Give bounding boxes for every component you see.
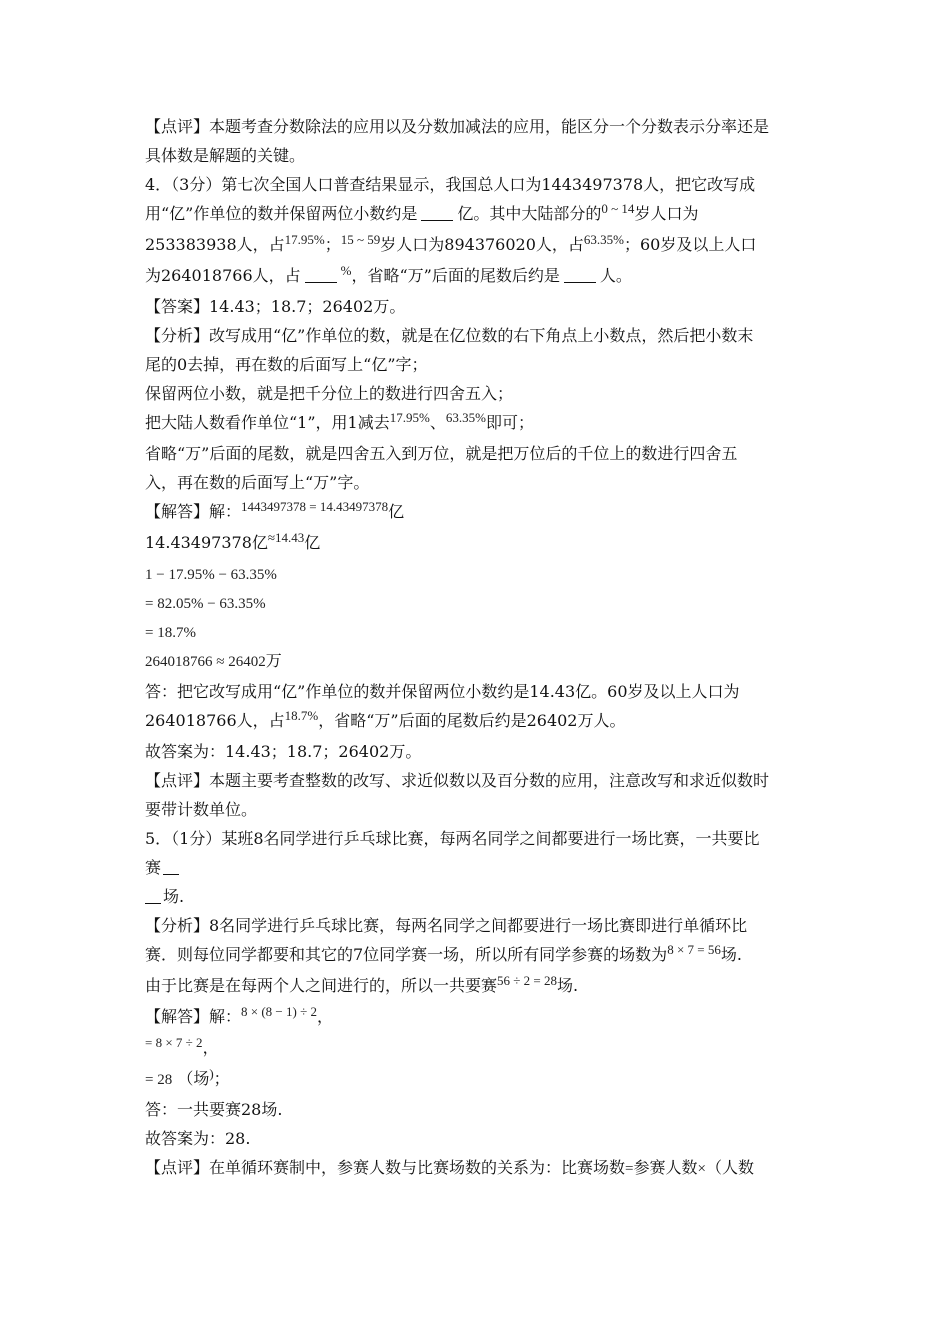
review-text: 【点评】在单循环赛制中，参赛人数与比赛场数的关系为：比赛场数 xyxy=(145,1158,626,1177)
q5-analysis-line3 xyxy=(145,971,815,1002)
analysis-text: 赛．则每位同学都要和其它的7位同学赛一场，所以所有同学参赛的场数为 xyxy=(145,945,668,964)
analysis-text: 【分析】8名同学进行乒乓球比赛，每两名同学之间都要进行一场比赛即进行单循环比 xyxy=(145,916,748,935)
review-text: 要带计数单位。 xyxy=(145,800,258,819)
math-equation: 1 − 17.95% − 63.35% xyxy=(145,567,277,583)
fill-blank-2 xyxy=(305,266,337,283)
q4-text: 用“亿”作单位的数并保留两位小数约是 xyxy=(145,204,418,223)
analysis-text: 省略“万”后面的尾数，就是四舍五入到万位，就是把万位后的千位上的数进行四舍五 xyxy=(145,444,738,463)
q5-analysis-line2 xyxy=(145,940,815,971)
fill-blank-4-cont xyxy=(145,887,161,904)
math-paren: ) xyxy=(209,1066,214,1081)
q4-stem-line4 xyxy=(145,261,815,292)
unit-text: （场 xyxy=(177,1069,210,1088)
review-q3-line2 xyxy=(145,141,815,170)
q4-ans-line2 xyxy=(145,706,815,737)
math-equation: 8 × 7 = 56 xyxy=(667,942,721,957)
ans-text: 264018766人，占 xyxy=(145,711,285,730)
math-equation: = 18.7% xyxy=(145,625,196,641)
q5-answer-text xyxy=(145,1095,815,1124)
unit-text: 万 xyxy=(265,651,282,670)
q4-solution-line1 xyxy=(145,497,815,528)
analysis-text: 场. xyxy=(556,976,579,995)
q4-analysis-line6 xyxy=(145,468,815,497)
solution-text: ， xyxy=(316,1007,333,1026)
unit-text: 亿 xyxy=(388,502,405,521)
math-age-range: 0 ~ 14 xyxy=(601,201,635,216)
review-text: （人数 xyxy=(705,1158,754,1177)
unit-text: 亿 xyxy=(304,533,321,552)
review-text: 【点评】本题主要考查整数的改写、求近似数以及百分数的应用，注意改写和求近似数时 xyxy=(145,771,770,790)
math-value: 14.43 xyxy=(275,530,305,545)
analysis-text: 入，再在数的后面写上“万”字。 xyxy=(145,473,370,492)
q5-stem-line2 xyxy=(145,853,815,882)
q5-solution-line1 xyxy=(145,1002,815,1033)
analysis-text: 【分析】改写成用“亿”作单位的数，就是在亿位数的右下角点上小数点，然后把小数末 xyxy=(145,326,754,345)
q4-text: 为264018766人，占 xyxy=(145,266,301,285)
q4-text: ，省略“万”后面的尾数后约是 xyxy=(351,266,560,285)
ans-text: 答：一共要赛28场. xyxy=(145,1100,283,1119)
q5-text: 5．（1分）某班8名同学进行乒乓球比赛，每两名同学之间都要进行一场比赛，一共要比 xyxy=(145,829,760,848)
math-equation: 56 ÷ 2 = 28 xyxy=(497,973,557,988)
q5-stem-line3 xyxy=(145,882,815,911)
math-percent-sign: % xyxy=(340,263,352,278)
math-equation: 264018766 ≈ 26402 xyxy=(145,654,266,670)
final-text: 故答案为：14.43；18.7；26402万。 xyxy=(145,742,422,761)
q4-analysis-line4 xyxy=(145,408,815,439)
math-equation: 1443497378 = 14.43497378 xyxy=(241,499,389,514)
solution-label: 【解答】解： xyxy=(145,502,242,521)
analysis-text: 即可； xyxy=(485,413,534,432)
math-equation: 8 × (8 − 1) ÷ 2 xyxy=(241,1004,317,1019)
solution-text: ； xyxy=(213,1069,230,1088)
document-body xyxy=(145,112,815,1182)
q4-analysis-line2 xyxy=(145,350,815,379)
math-approx: ≈ xyxy=(267,530,276,545)
q4-calc-line1 xyxy=(145,559,815,588)
q4-text: 4．（3分）第七次全国人口普查结果显示，我国总人口为1443497378人，把它改写成 xyxy=(145,175,756,194)
q5-review-line1 xyxy=(145,1153,815,1182)
q4-analysis-line1 xyxy=(145,321,815,350)
q4-analysis-line3 xyxy=(145,379,815,408)
q4-stem-line1 xyxy=(145,170,815,199)
q4-review-line1 xyxy=(145,766,815,795)
q4-answer xyxy=(145,292,815,321)
q4-text: 岁人口为894376020人，占 xyxy=(380,235,584,254)
analysis-text: 场. xyxy=(720,945,742,964)
solution-label: 【解答】解： xyxy=(145,1007,242,1026)
q4-stem-line3 xyxy=(145,230,815,261)
analysis-text: 由于比赛是在每两个人之间进行的，所以一共要赛 xyxy=(145,976,498,995)
math-percent: 18.7% xyxy=(284,708,319,723)
math-times: × xyxy=(697,1161,706,1177)
q5-analysis-line1 xyxy=(145,911,815,940)
answer-text: 【答案】14.43；18.7；26402万。 xyxy=(145,297,406,316)
review-q3-line1 xyxy=(145,112,815,141)
q4-text: 人。 xyxy=(599,266,632,285)
math-age-range: 15 ~ 59 xyxy=(340,232,381,247)
fill-blank-1 xyxy=(421,204,453,221)
q4-text: 253383938人，占 xyxy=(145,235,285,254)
q4-text: 亿。其中大陆部分的 xyxy=(457,204,602,223)
math-equation: = 82.05% − 63.35% xyxy=(145,596,266,612)
analysis-text: 、 xyxy=(429,413,446,432)
review-text: 【点评】本题考查分数除法的应用以及分数加减法的应用，能区分一个分数表示分率还是 xyxy=(145,117,770,136)
ans-text: ，省略“万”后面的尾数后约是26402万人。 xyxy=(318,711,626,730)
analysis-text: 把大陆人数看作单位“1”，用1减去 xyxy=(145,413,390,432)
q4-analysis-line5 xyxy=(145,439,815,468)
q4-calc-line2 xyxy=(145,588,815,617)
q5-final-answer xyxy=(145,1124,815,1153)
q4-review-line2 xyxy=(145,795,815,824)
q4-ans-line1 xyxy=(145,677,815,706)
q5-stem-line1 xyxy=(145,824,815,853)
q4-final-answer xyxy=(145,737,815,766)
q5-text: 赛 xyxy=(145,858,162,877)
math-percent: 63.35% xyxy=(445,410,486,425)
q4-calc-line3 xyxy=(145,617,815,646)
math-equation: = 28 xyxy=(145,1072,173,1088)
math-equals: = xyxy=(625,1161,634,1177)
fill-blank-4 xyxy=(163,858,179,875)
q5-text: 场. xyxy=(163,887,185,906)
fill-blank-3 xyxy=(564,266,596,283)
solution-text: ， xyxy=(202,1038,219,1057)
solution-text: 14.43497378亿 xyxy=(145,533,268,552)
analysis-text: 保留两位小数，就是把千分位上的数进行四舍五入； xyxy=(145,384,514,403)
q5-solution-line3 xyxy=(145,1064,815,1095)
q4-text: ；60岁及以上人口 xyxy=(624,235,757,254)
math-percent: 17.95% xyxy=(284,232,325,247)
math-percent: 63.35% xyxy=(583,232,624,247)
review-text: 具体数是解题的关键。 xyxy=(145,146,306,165)
q4-text: 岁人口为 xyxy=(634,204,699,223)
analysis-text: 尾的0去掉，再在数的后面写上“亿”字； xyxy=(145,355,428,374)
q4-text: ； xyxy=(324,235,341,254)
q5-solution-line2 xyxy=(145,1033,815,1064)
q4-stem-line2 xyxy=(145,199,815,230)
math-percent: 17.95% xyxy=(389,410,430,425)
math-equation: = 8 × 7 ÷ 2 xyxy=(145,1035,203,1050)
q4-solution-line2 xyxy=(145,528,815,559)
final-text: 故答案为：28. xyxy=(145,1129,251,1148)
ans-text: 答：把它改写成用“亿”作单位的数并保留两位小数约是14.43亿。60岁及以上人口为 xyxy=(145,682,740,701)
review-text: 参赛人数 xyxy=(633,1158,698,1177)
q4-calc-line4 xyxy=(145,646,815,677)
